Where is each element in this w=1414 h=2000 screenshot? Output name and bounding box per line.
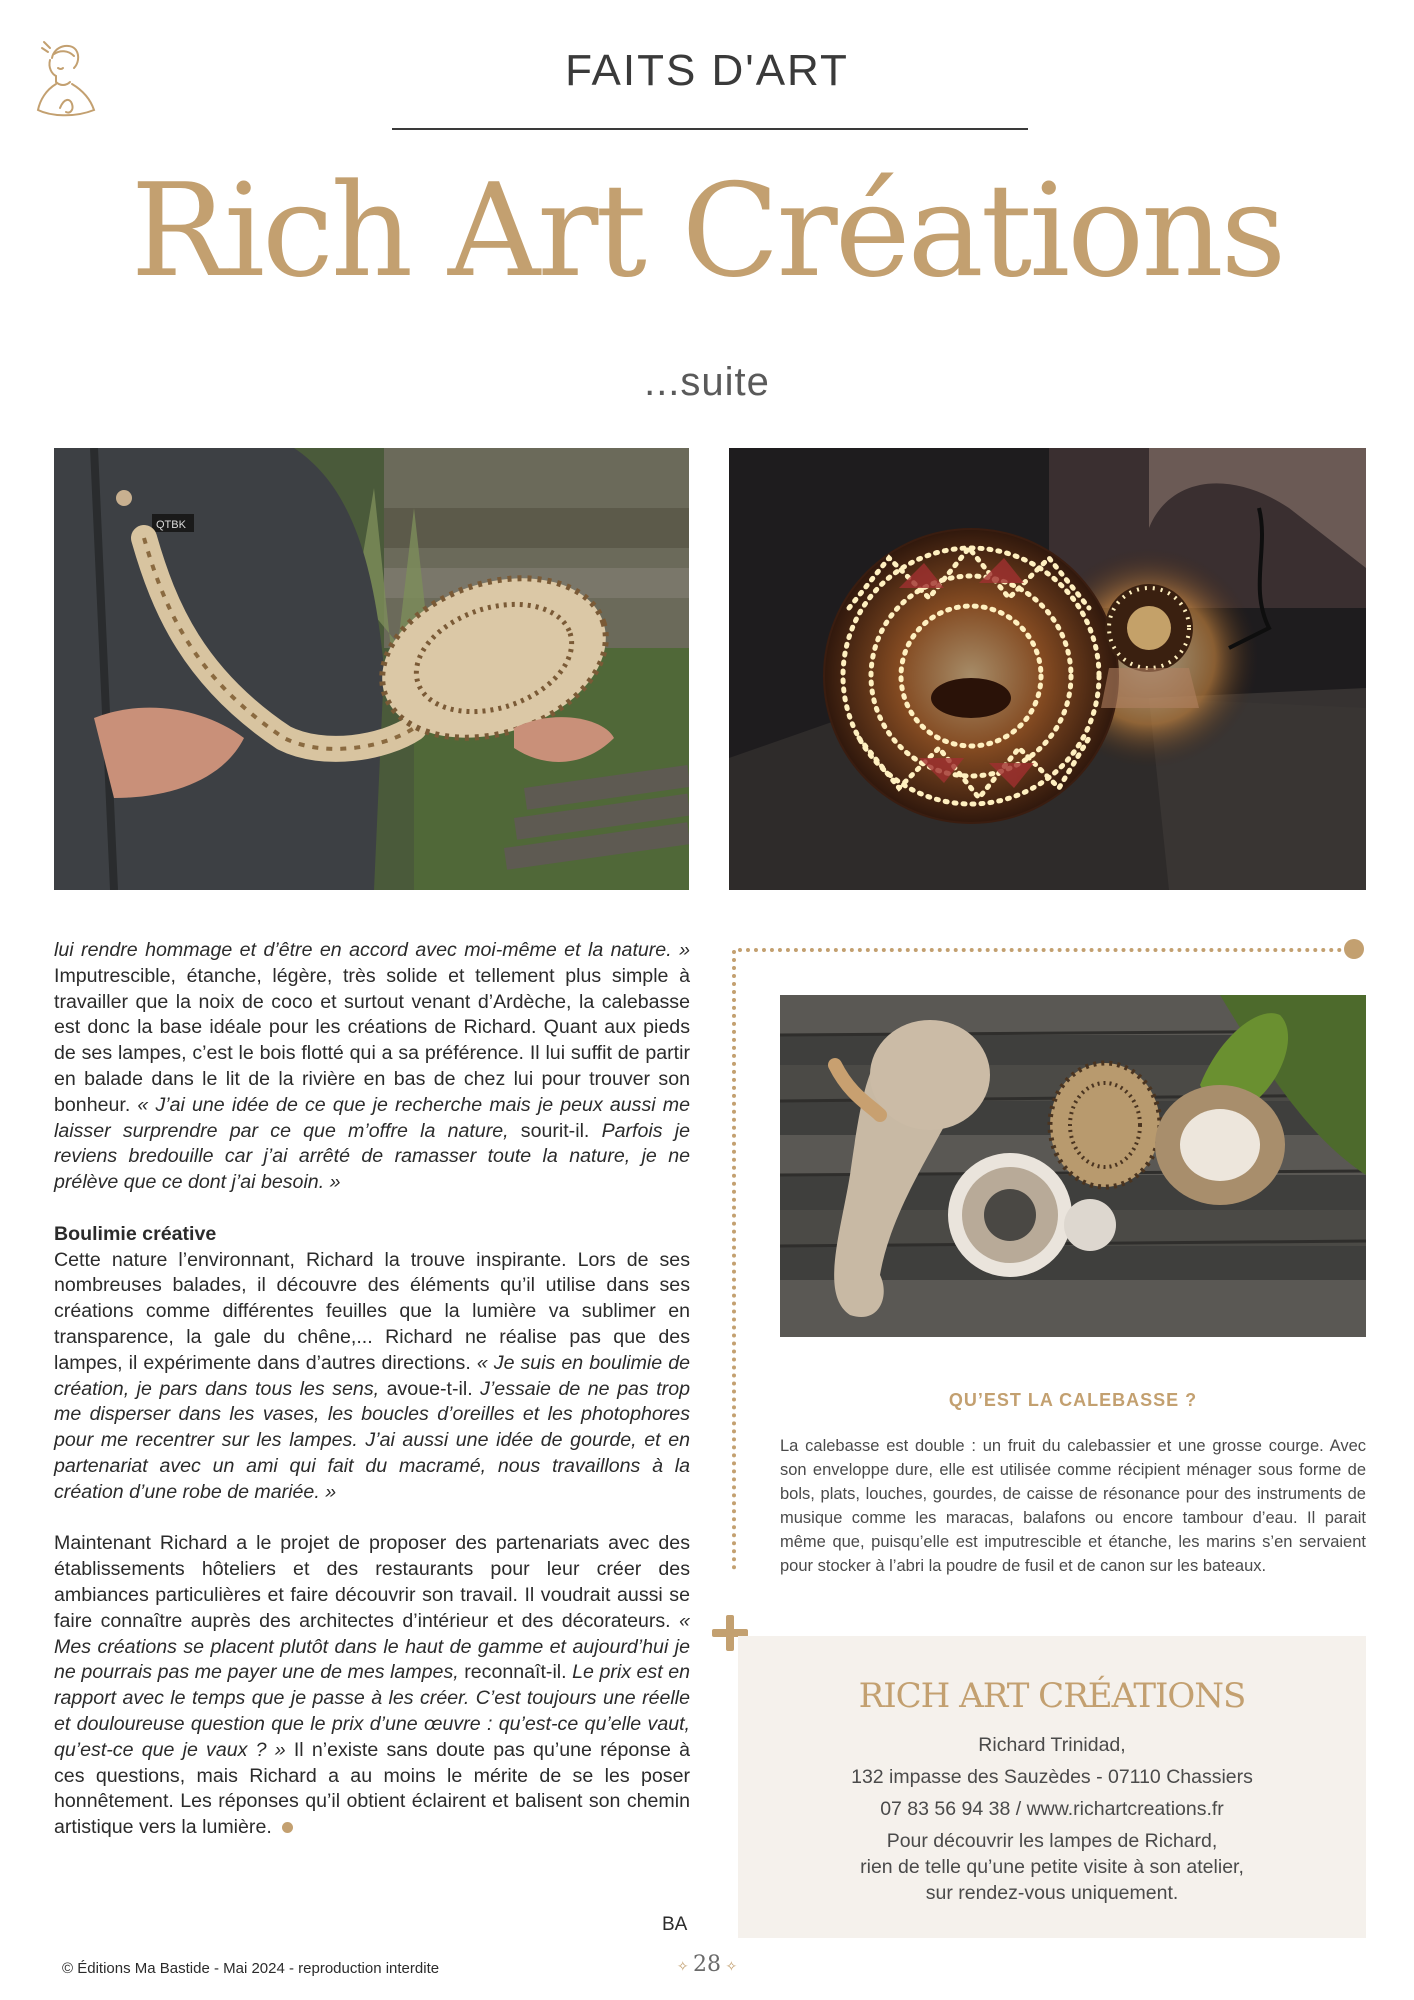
contact-visit-line-2: rien de telle qu’une petite visite à son atelier,	[860, 1856, 1244, 1878]
contact-box	[738, 1636, 1366, 1938]
contact-visit-line-3: sur rendez-vous uniquement.	[925, 1882, 1179, 1904]
contact-phone-website: 07 83 56 94 38 / www.richartcreations.fr	[880, 1798, 1224, 1820]
article-paragraph-2	[54, 1248, 690, 1506]
article-body	[54, 938, 690, 1841]
article-text-run: avoue-t-il.	[379, 1377, 481, 1400]
article-paragraph-3	[54, 1531, 690, 1841]
sidebar-dotted-rule-left	[732, 950, 736, 1570]
article-text-run: « Mes créations se placent plutôt dans le haut de gamme et aujourd’hui je ne pourrais pas me payer une de mes lampes,	[54, 1609, 690, 1684]
contact-address: 132 impasse des Sauzèdes - 07110 Chassiers	[851, 1766, 1253, 1788]
photo-gourd-lamp-lit	[729, 448, 1366, 890]
article-text-run: reconnaît-il.	[458, 1661, 573, 1684]
contact-business-name: RICH ART CRÉATIONS	[858, 1676, 1246, 1716]
article-text-run: lui rendre hommage et d’être en accord avec moi-même et la nature. »	[54, 939, 690, 961]
sidebar-heading: QU’EST LA CALEBASSE ?	[948, 1390, 1198, 1410]
section-title: FAITS D'ART	[565, 46, 849, 95]
article-text-run: « J’ai une idée de ce que je recherche mais je peux aussi me laisser surprendre par ce que m’offre la nature,	[54, 1093, 690, 1142]
jacket-label: QTBK	[156, 519, 186, 531]
author-signature: BA	[662, 1914, 688, 1935]
article-text-run: sourit-il.	[508, 1119, 602, 1142]
article-text-run: Il n’existe sans doute pas qu’une réponse à ces questions, mais Richard a au moins le mérite de se les poser honnêtement. Les réponses qu’il obtient éclairent et balisent son chemin artistique vers la lumière.	[54, 1738, 690, 1839]
article-text-run: J’essaie de ne pas trop me disperser dans les vases, les boucles d’oreilles et les photophores pour me recentrer sur les lampes. J’ai aussi une idée de gourde, et en partenariat avec un ami qui fait du macramé, nous travaillons à la création d’une robe de mariée. »	[54, 1377, 690, 1503]
article-subheading: Boulimie créative	[54, 1222, 217, 1245]
article-text-run: Imputrescible, étanche, légère, très solide et tellement plus simple à travailler que la noix de coco et surtout venant d’Ardèche, la calebasse est donc la base idéale pour les créations de Richard. Quant aux pieds de ses lampes, c’est le bois flotté qui a sa préférence. Il lui suffit de partir en balade dans le lit de la rivière en bas de chez lui pour trouver son bonheur.	[54, 964, 690, 1116]
photo-gourds-on-table	[780, 995, 1366, 1337]
contact-visit-line-1: Pour découvrir les lampes de Richard,	[886, 1830, 1218, 1852]
ornament-right-icon: ✧	[721, 1959, 738, 1975]
page-number-value: 28	[693, 1952, 721, 1977]
sidebar-text: La calebasse est double : un fruit du calebassier et une grosse courge. Avec son enveloppe dure, elle est utilisée comme récipient ménager sous forme de bols, plats, louches, gourdes, de caisse de résonance pour des instruments de musique comme les maracas, balafons ou encore tambour d’eau. Il parait même que, puisqu’elle est imputrescible et étanche, les marins s’en servaient pour stocker à l’abri la poudre de fusil et de canon sur les bateaux.	[780, 1437, 1366, 1575]
sidebar-dot-ornament	[1344, 939, 1364, 959]
article-paragraph-1	[54, 938, 690, 1196]
photo-carved-gourd-held	[54, 448, 689, 890]
footer-copyright: © Éditions Ma Bastide - Mai 2024 - reproduction interdite	[62, 1960, 440, 1977]
article-text-run: Cette nature l’environnant, Richard la trouve inspirante. Lors de ses nombreuses balades, il découvre des éléments qu’il utilise dans ses créations comme différentes feuilles que la lumière va sublimer en transparence, la gale du chêne,... Richard ne réalise pas que des lampes, il expérimente dans d’autres directions.	[54, 1248, 690, 1374]
article-text-run: Parfois je reviens bredouille car j’ai arrêté de ramasser toute la nature, je ne prélève que ce dont j’ai besoin. »	[54, 1119, 690, 1194]
article-title: Rich Art Créations	[130, 157, 1284, 306]
article-text-run: « Je suis en boulimie de création, je pars dans tous les sens,	[54, 1351, 691, 1400]
contact-person: Richard Trinidad,	[978, 1734, 1126, 1756]
article-text-run: Le prix est en rapport avec le temps que je passe à les créer. C’est toujours une réelle et douloureuse question que le prix d’une œuvre : qu’est-ce qu’elle vaut, qu’est-ce que je vaux ? »	[54, 1661, 690, 1761]
end-of-article-dot-icon	[282, 1822, 293, 1833]
ornament-left-icon: ✧	[676, 1959, 693, 1975]
page-number	[0, 1952, 1414, 1977]
article-subtitle: ...suite	[644, 360, 770, 404]
title-divider	[392, 128, 1028, 130]
sidebar-dotted-rule-top	[738, 948, 1350, 952]
article-text-run: Maintenant Richard a le projet de proposer des partenariats avec des établissements hôteliers et des restaurants pour leur créer des ambiances particulières et faire découvrir son travail. Il voudrait aussi se faire connaître auprès des architectes d’intérieur et des décorateurs.	[54, 1532, 690, 1632]
